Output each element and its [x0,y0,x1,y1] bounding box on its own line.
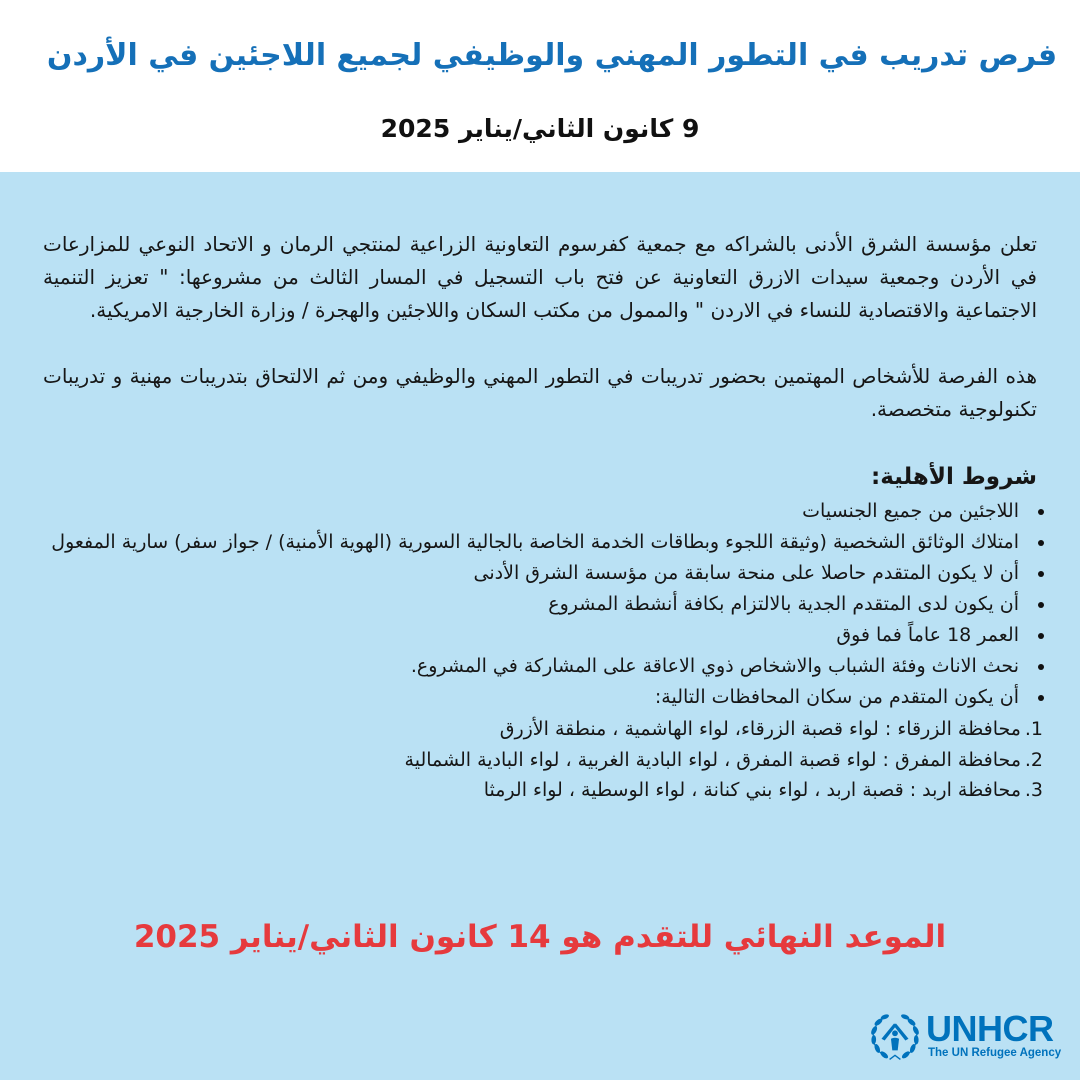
governorate-text: محافظة اربد : قصبة اربد ، لواء بني كنانة ، لواء الوسطية ، لواء الرمثا [483,779,1021,801]
eligibility-item-text: امتلاك الوثائق الشخصية (وثيقة اللجوء وبطاقات الخدمة الخاصة بالجالية السورية (الهوية الأمنية) / جواز سفر) سارية المفعول [51,531,1019,553]
eligibility-item-text: نحث الاناث وفئة الشباب والاشخاص ذوي الاعاقة على المشاركة في المشروع. [410,655,1019,677]
refugee-figure-head [892,1030,898,1036]
eligibility-item-text: أن يكون المتقدم من سكان المحافظات التالية: [654,686,1019,708]
eligibility-item [43,620,1051,651]
logo-wordmark: UNHCR [926,1008,1054,1049]
unhcr-emblem-icon [868,1009,922,1063]
eligibility-item [43,558,1051,589]
eligibility-item-text: أن يكون لدى المتقدم الجدية بالالتزام بكافة أنشطة المشروع [548,593,1019,615]
announcement-body [43,228,1043,806]
announcement-date: 9 كانون الثاني/يناير 2025 [380,114,700,143]
bullet-icon [1031,527,1051,558]
unhcr-logo [868,1009,1060,1063]
bullet-icon [1031,589,1051,620]
logo-tagline: The UN Refugee Agency [928,1047,1062,1059]
eligibility-item-text: العمر 18 عاماً فما فوق [836,624,1019,646]
refugee-figure-body [891,1038,899,1051]
eligibility-heading: شروط الأهلية: [871,464,1037,490]
eligibility-item [43,527,1051,558]
bullet-icon [1031,682,1051,713]
laurel-ribbon [890,1055,901,1059]
eligibility-list [43,496,1051,713]
eligibility-item [43,589,1051,620]
governorate-number: 3. [1024,779,1043,801]
bullet-icon [1031,496,1051,527]
governorate-text: محافظة المفرق : لواء قصبة المفرق ، لواء البادية الغربية ، لواء البادية الشمالية [404,748,1021,771]
bullet-icon [1031,651,1051,682]
application-deadline: الموعد النهائي للتقدم هو 14 كانون الثاني/يناير 2025 [133,919,947,955]
eligibility-item [43,496,1051,527]
eligibility-item-text: اللاجئين من جميع الجنسيات [802,500,1019,522]
purpose-paragraph: هذه الفرصة للأشخاص المهتمين بحضور تدريبات في التطور المهني والوظيفي ومن ثم الالتحاق بتدريبات مهنية و تدريبات تكنولوجية متخصصة. [43,364,1037,421]
governorate-number: 2. [1024,748,1043,771]
governorate-item [43,745,1043,776]
eligibility-item-text: أن لا يكون المتقدم حاصلا على منحة سابقة من مؤسسة الشرق الأدنى [473,562,1019,584]
governorate-item [43,775,1043,806]
bullet-icon [1031,620,1051,651]
governorate-text: محافظة الزرقاء : لواء قصبة الزرقاء، لواء الهاشمية ، منطقة الأزرق [499,718,1021,740]
eligibility-item [43,651,1051,682]
governorate-number: 1. [1024,718,1043,740]
governorate-list [43,714,1043,806]
header-banner [0,0,1080,172]
eligibility-item [43,682,1051,713]
intro-paragraph: تعلن مؤسسة الشرق الأدنى بالشراكه مع جمعية كفرسوم التعاونية الزراعية لمنتجي الرمان و الاتحاد النوعي للمزارعات في الأردن وجمعية سيدات الازرق التعاونية عن فتح باب التسجيل في المسار الثالث من مشروعها: " تعزيز التنمية الاجتماعية والاقتصادية للنساء في الاردن " والممول من مكتب السكان واللاجئين والهجرة / وزارة الخارجية الامريكية. [43,232,1037,322]
page-title: فرص تدريب في التطور المهني والوظيفي لجميع اللاجئين في الأردن [46,38,1058,73]
bullet-icon [1031,558,1051,589]
governorate-item [43,714,1043,745]
